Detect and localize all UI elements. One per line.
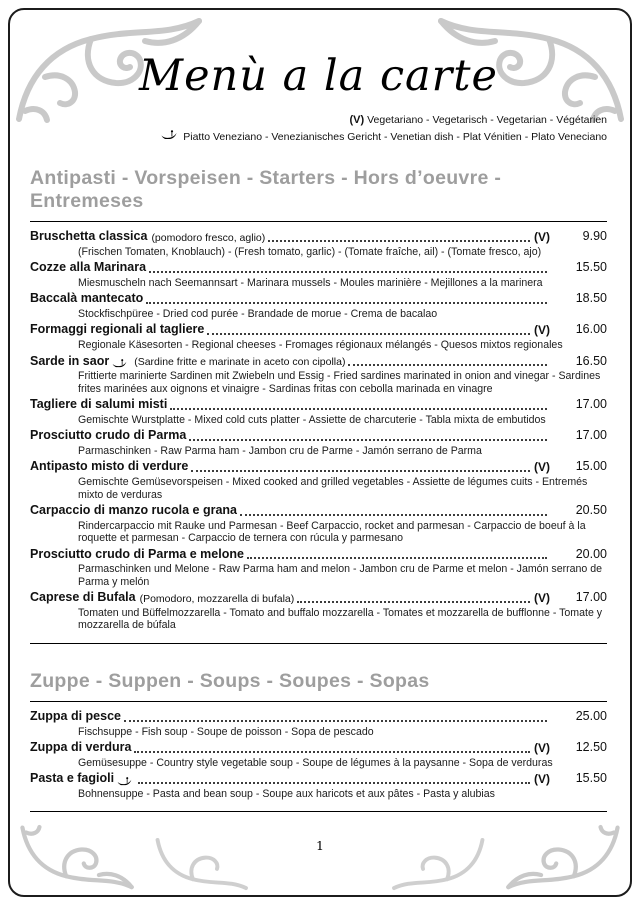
item-description: Stockfischpüree - Dried cod purée - Brandade de morue - Crema de bacalao [78,307,438,320]
vegetarian-symbol: (V) [349,113,365,126]
item-name: Tagliere di salumi misti [30,397,168,412]
item-name: Caprese di Bufala [30,590,136,605]
menu-item [30,428,607,457]
venetian-legend [30,129,607,145]
dotted-leader [240,514,547,516]
item-description: Gemischte Gemüsevorspeisen - Mixed cooked and grilled vegetables - Assiette de légumes cuits - Entremés mixto de verduras [78,476,588,501]
vegetarian-mark: (V) [534,323,550,338]
item-note: (pomodoro fresco, aglio) [151,231,266,244]
item-line [30,291,607,307]
menu-item [30,771,607,800]
item-name: Cozze alla Marinara [30,260,147,275]
item-price: 17.00 [575,428,607,443]
dotted-leader [348,364,547,366]
gondola-icon [117,777,132,787]
menu-item [30,260,607,289]
section-items [30,701,607,812]
menu-item [30,709,607,738]
item-description: Bohnensuppe - Pasta and bean soup - Soupe aux haricots et aux pâtes - Pasta y alubias [78,787,495,800]
menu-item [30,547,607,589]
dotted-leader [207,333,530,335]
menu-item [30,229,607,258]
item-price: 12.50 [575,740,607,755]
vegetarian-mark: (V) [534,590,550,605]
item-price: 16.50 [575,353,607,368]
menu-content [30,30,607,812]
item-price: 17.00 [575,590,607,605]
menu-sections [30,167,607,812]
dotted-leader [170,408,547,410]
item-price: 9.90 [582,229,607,244]
menu-item [30,459,607,501]
item-price: 16.00 [575,322,607,337]
item-line [30,771,607,787]
vegetarian-mark: (V) [534,771,550,786]
menu-section [30,670,607,812]
item-description: Tomaten und Büffelmozzarella - Tomato and buffalo mozzarella - Tomates et mozzarella de bufflonne - Tomate y mozzarella de búfala [78,606,603,632]
menu-item [30,503,607,545]
item-price: 17.00 [575,397,607,412]
dotted-leader [189,439,547,441]
section-heading: Antipasti - Vorspeisen - Starters - Hors d’oeuvre - Entremeses [30,167,502,213]
item-line [30,354,607,370]
item-name: Pasta e fagioli [30,771,115,786]
item-line [30,397,607,413]
item-line [30,740,607,756]
item-description: Parmaschinken und Melone - Raw Parma ham and melon - Jambon cru de Parme et melon - Jamón serrano de Parma y melón [78,563,603,588]
item-price: 15.50 [575,771,607,786]
item-price: 18.50 [575,291,607,306]
item-line [30,322,607,338]
item-description: Rindercarpaccio mit Rauke und Parmesan - Beef Carpaccio, rocket and parmesan - Carpaccio de boeuf à la roquette et parmesan - Carpaccio de ternera con rúcula y parmesano [78,519,586,545]
item-line [30,428,607,444]
item-name: Prosciutto crudo di Parma [30,428,187,443]
vegetarian-mark: (V) [534,740,550,755]
item-description: Miesmuscheln nach Seemannsart - Marinara mussels - Moules marinière - Mejillones a la marinera [78,276,543,289]
menu-section [30,167,607,644]
item-name: Bruschetta classica [30,229,148,244]
item-description: Gemischte Wurstplatte - Mixed cold cuts platter - Assiette de charcuterie - Tabla mixta de embutidos [78,413,546,426]
item-name: Prosciutto crudo di Parma e melone [30,546,244,561]
vegetarian-legend-text: Vegetariano - Vegetarisch - Vegetarian - Végétarien [367,113,607,126]
venetian-legend-text: Piatto Veneziano - Venezianisches Gericht - Venetian dish - Plat Vénitien - Plato Veneciano [183,130,607,143]
item-name: Zuppa di pesce [30,708,121,723]
dotted-leader [191,470,530,472]
dotted-leader [297,601,530,603]
vegetarian-mark: (V) [534,229,550,244]
dotted-leader [149,271,547,273]
menu-title: Menù a la carte [139,51,498,101]
dotted-leader [268,240,530,242]
item-line [30,260,607,276]
item-description: Regionale Käsesorten - Regional cheeses - Fromages régionaux mélangés - Quesos mixtos regionales [78,339,563,352]
menu-item [30,397,607,426]
item-line [30,590,607,606]
menu-item [30,354,607,396]
dotted-leader [146,302,547,304]
item-price: 15.50 [575,260,607,275]
item-line [30,229,607,245]
item-price: 25.00 [575,708,607,723]
legend [30,112,607,145]
item-price: 20.50 [575,503,607,518]
item-price: 15.00 [575,459,607,474]
item-name: Antipasto misto di verdure [30,459,189,474]
item-name: Carpaccio di manzo rucola e grana [30,503,238,518]
page-number: 1 [316,838,324,853]
dotted-leader [134,751,530,753]
item-description: (Frischen Tomaten, Knoblauch) - (Fresh tomato, garlic) - (Tomate fraîche, ail) - (Tomate fresco, ajo) [78,245,542,258]
item-line [30,547,607,563]
item-price: 20.00 [575,546,607,561]
item-line [30,709,607,725]
menu-item [30,322,607,351]
menu-item [30,740,607,769]
item-name: Baccalà mantecato [30,291,144,306]
item-name: Sarde in saor [30,353,110,368]
section-heading: Zuppe - Suppen - Soups - Soupes - Sopas [30,669,430,692]
gondola-icon [112,359,127,369]
item-note: (Sardine fritte e marinate in aceto con cipolla) [134,356,346,369]
flourish-bottom-left-icon [13,824,143,892]
dotted-leader [138,782,530,784]
dotted-leader [247,557,547,559]
item-description: Fischsuppe - Fish soup - Soupe de poisson - Sopa de pescado [78,725,374,738]
menu-item [30,590,607,632]
item-name: Zuppa di verdura [30,740,132,755]
item-line [30,503,607,519]
gondola-icon [161,130,177,141]
dotted-leader [124,720,547,722]
item-description: Parmaschinken - Raw Parma ham - Jambon cru de Parme - Jamón serrano de Parma [78,444,482,457]
section-items [30,221,607,644]
item-name: Formaggi regionali al tagliere [30,322,205,337]
item-description: Frittierte marinierte Sardinen mit Zwiebeln und Essig - Fried sardines marinated in onion and vinegar - Sardines frites marinées aux oignons et vinaigre - Sardinas fritas con cebolla marinada en vinagre [78,370,601,395]
flourish-bottom-right-icon [497,824,627,892]
menu-item [30,291,607,320]
vegetarian-mark: (V) [534,460,550,475]
vegetarian-legend [30,112,607,129]
item-line [30,459,607,475]
item-note: (Pomodoro, mozzarella di bufala) [139,592,295,605]
item-description: Gemüsesuppe - Country style vegetable soup - Soupe de légumes à la paysanne - Sopa de verduras [78,756,553,769]
